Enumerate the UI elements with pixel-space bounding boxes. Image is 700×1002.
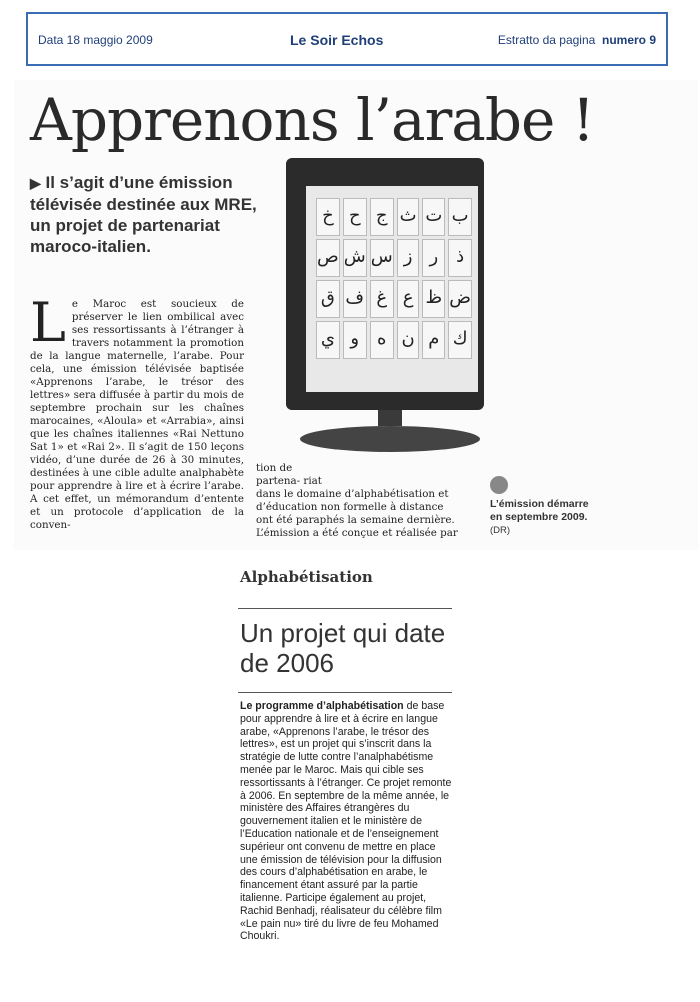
clipping-date: Data 18 maggio 2009: [38, 33, 153, 47]
arabic-letter-cell: غ: [370, 280, 394, 318]
arabic-letter-cell: ت: [422, 198, 445, 236]
column-2-line: dans le domaine d’alphabétisation et: [256, 488, 449, 500]
arabic-letter-cell: ع: [397, 280, 420, 318]
column-2-line: d’éducation non formelle à distance: [256, 501, 444, 513]
article-subhead: [30, 172, 270, 257]
column-2-line: L’émission a été conçue et réalisée par: [256, 527, 458, 539]
arabic-letter-grid: [316, 198, 472, 359]
subhead-lead: Il s’agit: [45, 173, 105, 192]
divider: [238, 608, 452, 609]
arabic-letter-cell: ه: [370, 321, 394, 359]
tv-illustration: [280, 158, 484, 460]
column-2-line: tion de: [256, 462, 293, 474]
arabic-letter-cell: ف: [343, 280, 367, 318]
arabic-letter-cell: ك: [448, 321, 472, 359]
triangle-bullet-icon: ▶: [30, 175, 41, 191]
arabic-letter-cell: ب: [448, 198, 472, 236]
column-1-text: e Maroc est soucieux de préserver le lien ombilical avec ses ressortissants à l’étranger à travers notamment la promotion de la langue maternelle, l’arabe. Pour cela, une émission télévisée baptisée «Apprenons l’arabe, le trésor des lettres» sera diffusée à partir du mois de septembre prochain sur les chaînes marocaines, «Aloula» et «Arrabia», ainsi que les chaînes italiennes «Rai Nettuno Sat 1» et «Rai 2». Il s’agit de 150 leçons vidéo, d’une durée de 26 à 30 minutes, destinées à une cible adulte analphabète pour apprendre à lire et à écrire l’arabe. A cet effet, un mémorandum d’entente et un protocole d’application de la conven-: [30, 298, 244, 531]
arabic-letter-cell: ن: [397, 321, 420, 359]
arabic-letter-cell: ق: [316, 280, 340, 318]
arabic-letter-cell: م: [422, 321, 445, 359]
sidebar-body: [240, 700, 454, 943]
arabic-letter-cell: و: [343, 321, 367, 359]
sidebar-title: Un projet qui date de 2006: [240, 618, 446, 678]
photo-credit: (DR): [490, 525, 511, 536]
caption-bullet-icon: [490, 476, 508, 494]
arabic-letter-cell: ج: [370, 198, 394, 236]
arabic-letter-cell: ح: [343, 198, 367, 236]
arabic-letter-cell: ش: [343, 239, 367, 277]
drop-cap: L: [30, 291, 66, 354]
arabic-letter-cell: س: [370, 239, 394, 277]
sidebar-kicker: Alphabétisation: [240, 568, 373, 586]
tv-neck: [378, 410, 402, 426]
arabic-letter-cell: ر: [422, 239, 445, 277]
press-clipping-header: [26, 12, 668, 66]
arabic-letter-cell: ض: [448, 280, 472, 318]
caption-text: L’émission démarre en septembre 2009.: [490, 498, 589, 523]
arabic-letter-cell: ذ: [448, 239, 472, 277]
divider: [238, 692, 452, 693]
publication-name: Le Soir Echos: [290, 32, 384, 48]
sidebar-lead: Le programme d’alphabétisation: [240, 700, 404, 712]
extract-label-text: Estratto da pagina: [497, 33, 596, 47]
page-number: numero 9: [601, 33, 656, 47]
arabic-letter-cell: ص: [316, 239, 340, 277]
arabic-letter-cell: ي: [316, 321, 340, 359]
arabic-letter-cell: ظ: [422, 280, 445, 318]
column-2-line: ont été paraphés la semaine dernière.: [256, 514, 455, 526]
article-column-2: [256, 462, 474, 540]
arabic-letter-cell: ث: [397, 198, 420, 236]
sidebar-text: de base pour apprendre à lire et à écrire en langue arabe, «Apprenons l’arabe, le trésor des lettres», est un projet qui s’inscrit dans la stratégie de lutte contre l’analphabétisme menée par le Maroc. Mais qui cible ses ressortissants à l’étranger. Ce projet remonte à 2006. En septembre de la même année, le ministère des Affaires étrangères du gouvernement italien et le ministère de l’Education nationale et de l’enseignement supérieur ont convenu de mettre en place une émission de télévision pour la diffusion des cours d’alphabétisation en arabe, le financement étant assuré par la partie italienne. Participe également au projet, Rachid Benhadj, réalisateur du célèbre film «Le pain nu» tiré du livre de feu Mohamed Choukri.: [240, 700, 452, 943]
arabic-letter-cell: خ: [316, 198, 340, 236]
tv-stand: [300, 426, 480, 452]
page-extract-label: [498, 33, 656, 47]
article-headline: Apprenons l’arabe !: [30, 86, 595, 154]
arabic-letter-cell: ز: [397, 239, 420, 277]
photo-caption: [490, 476, 600, 537]
subhead-rest: d’une émission télévisée destinée aux MRE, un projet de partenariat maroco-italien.: [30, 173, 257, 256]
article-column-1: [30, 291, 244, 532]
column-2-line: partena- riat: [256, 475, 322, 487]
